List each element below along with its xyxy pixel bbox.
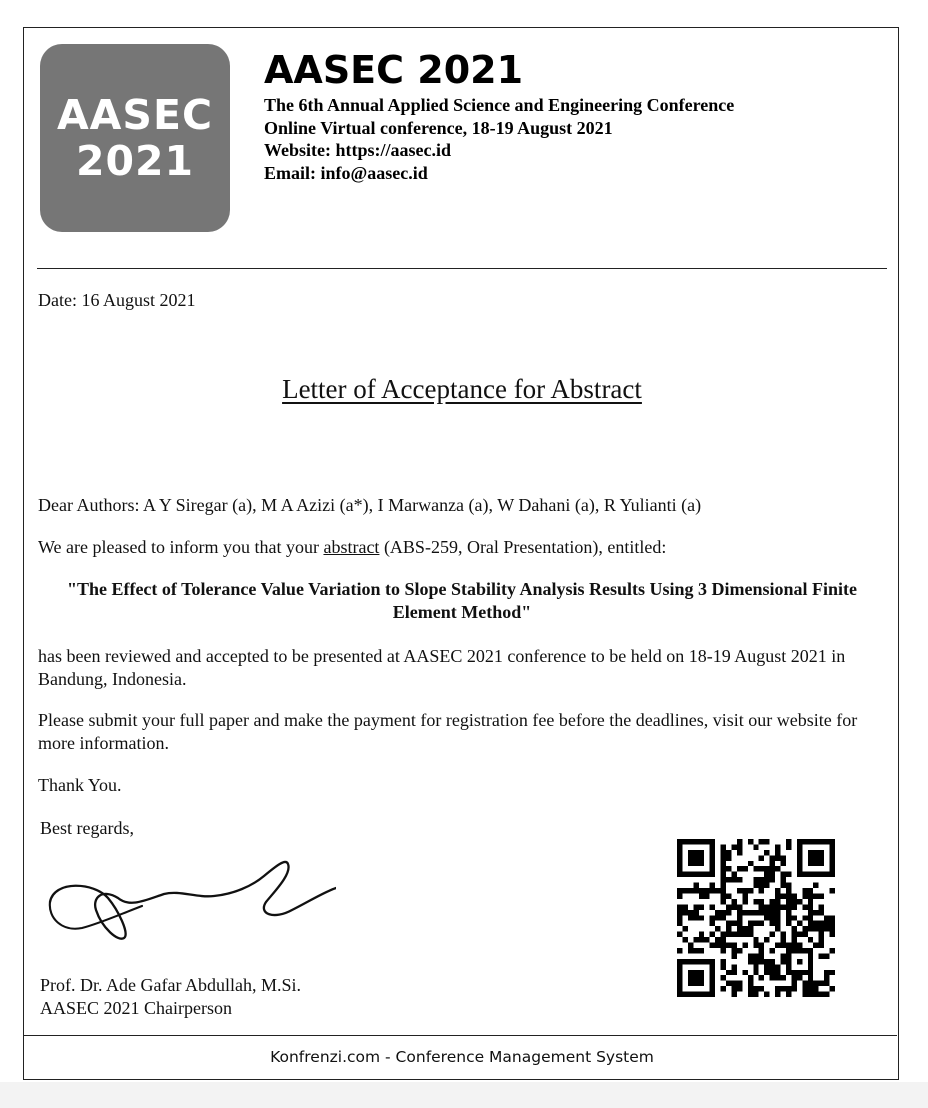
footer-text: Konfrenzi.com - Conference Management System (270, 1048, 654, 1066)
signature-image (46, 858, 336, 973)
thanks-text: Thank You. (38, 775, 122, 795)
conference-email: Email: info@aasec.id (264, 162, 428, 183)
letter-page (23, 27, 899, 1080)
footer-divider (24, 1035, 897, 1036)
signer-role: AASEC 2021 Chairperson (40, 998, 232, 1018)
intro-suffix: (ABS-259, Oral Presentation), entitled: (379, 537, 667, 557)
greeting: Dear Authors: A Y Siregar (a), M A Azizi (a*), I Marwanza (a), W Dahani (a), R Yulianti (a) (38, 495, 702, 515)
conference-title: AASEC 2021 (264, 48, 524, 92)
acceptance-paragraph: has been reviewed and accepted to be presented at AASEC 2021 conference to be held on 18-19 August 2021 in Bandung, Indonesia. (38, 646, 846, 689)
signer-block (40, 974, 301, 1020)
conference-website: Website: https://aasec.id (264, 140, 451, 160)
conference-full-name: The 6th Annual Applied Science and Engineering Conference (264, 95, 735, 115)
letter-title: Letter of Acceptance for Abstract (282, 374, 642, 404)
abstract-link[interactable]: abstract (323, 537, 380, 557)
conference-logo (40, 44, 230, 232)
instructions-paragraph: Please submit your full paper and make the payment for registration fee before the deadlines, visit our website for more information. (38, 710, 858, 753)
header-divider (37, 268, 887, 269)
conference-venue-date: Online Virtual conference, 18-19 August 2021 (264, 117, 613, 138)
page-bottom-strip (0, 1082, 928, 1108)
closing-text: Best regards, (40, 818, 134, 838)
conference-info (264, 94, 734, 184)
intro-prefix: We are pleased to inform you that your (38, 537, 324, 557)
intro-paragraph (38, 536, 886, 559)
paper-title: "The Effect of Tolerance Value Variation to Slope Stability Analysis Results Using 3 Dimensional Finite Element Method" (66, 579, 858, 622)
letter-date: Date: 16 August 2021 (38, 290, 196, 310)
signer-name: Prof. Dr. Ade Gafar Abdullah, M.Si. (40, 975, 301, 995)
logo-line-1: AASEC (56, 91, 214, 139)
logo-line-2: 2021 (75, 137, 195, 185)
qr-code (677, 839, 835, 997)
